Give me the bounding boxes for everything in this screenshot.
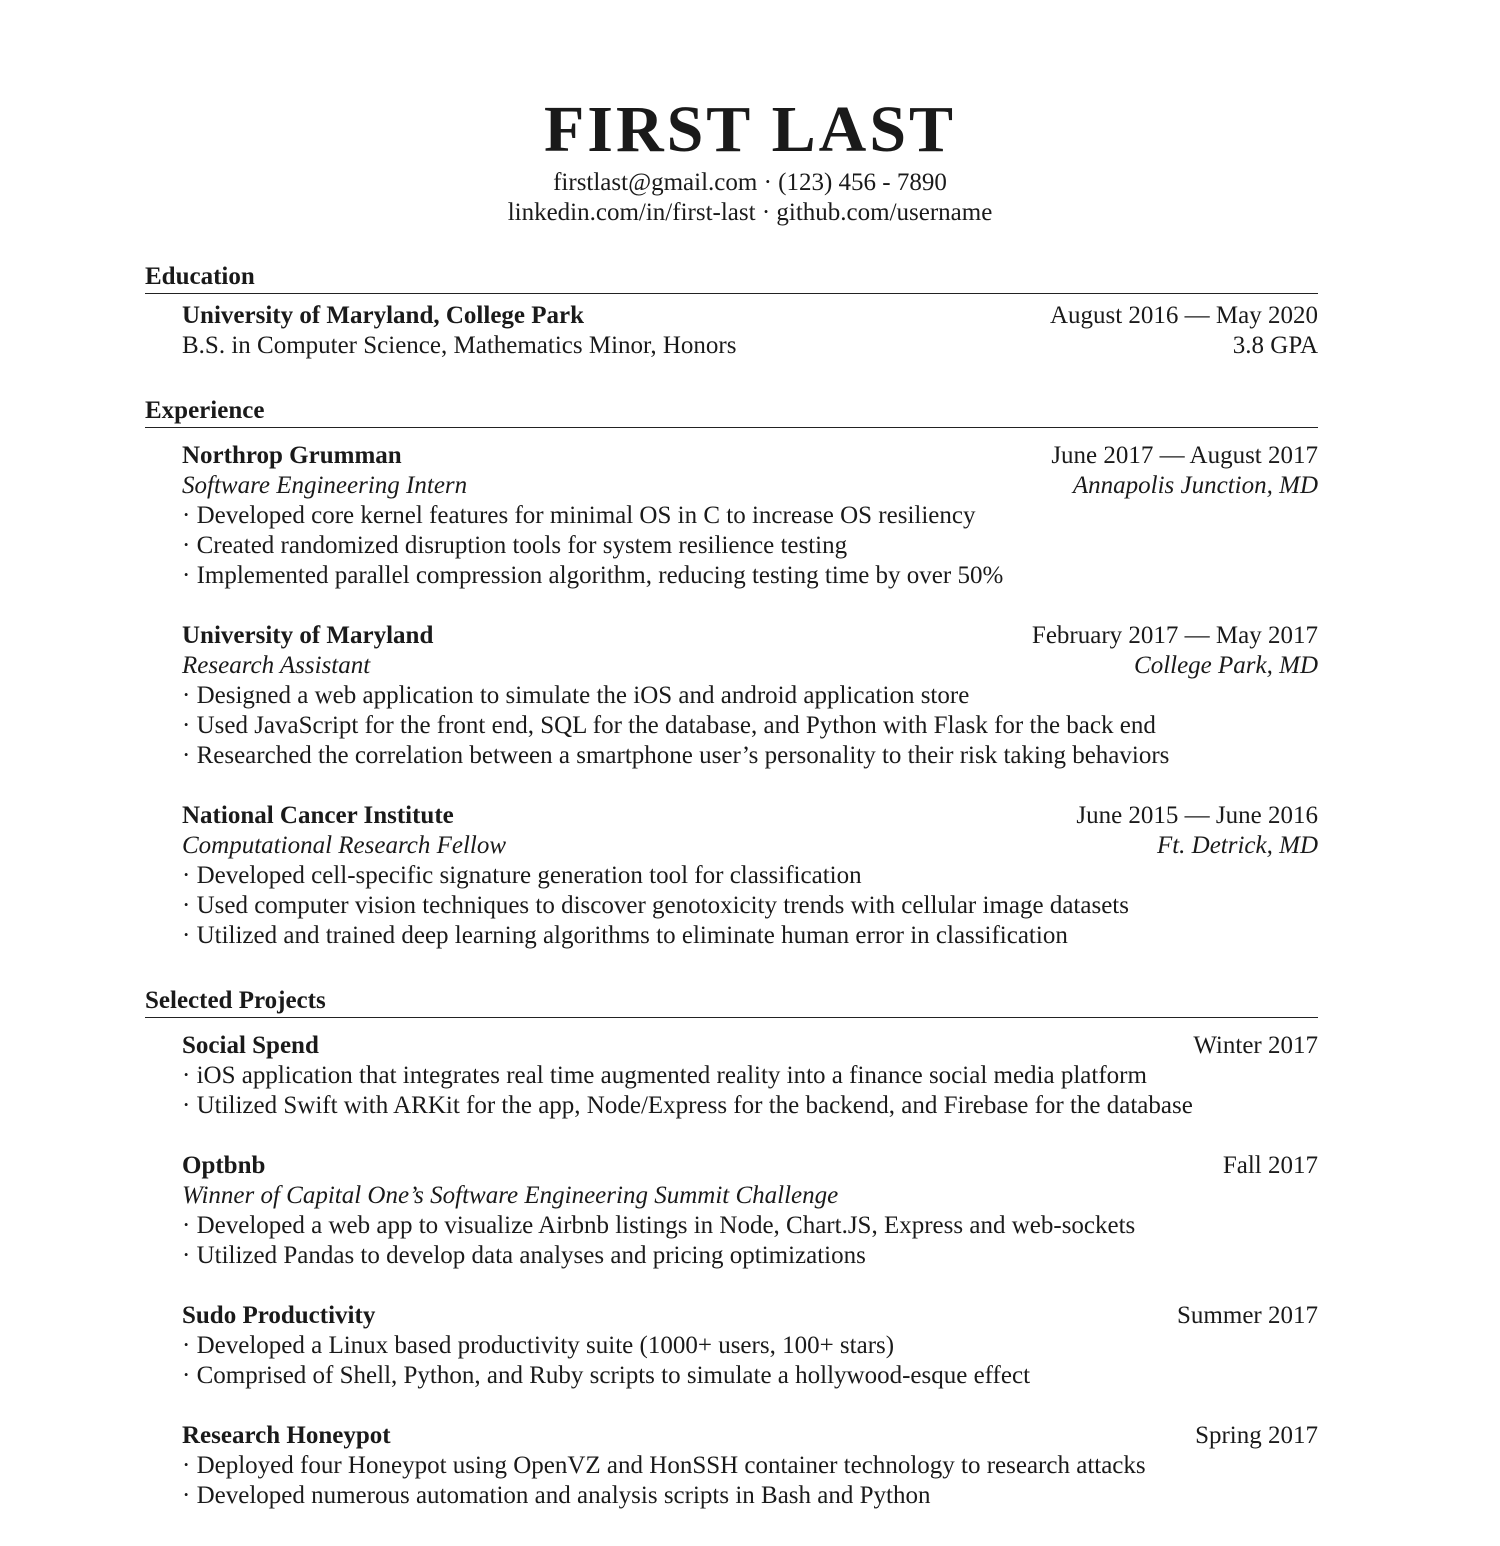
project-date: Summer 2017: [1177, 1302, 1318, 1329]
project-name: Social Spend: [182, 1032, 319, 1059]
project-name: Sudo Productivity: [182, 1302, 376, 1329]
experience-section: [145, 396, 1318, 951]
bullet-point: · Developed a Linux based productivity suite (1000+ users, 100+ stars): [182, 1332, 895, 1359]
degree: B.S. in Computer Science, Mathematics Minor, Honors: [182, 332, 737, 359]
bullet-point: · Researched the correlation between a smartphone user’s personality to their risk taking behaviors: [182, 742, 1170, 769]
dates: August 2016 — May 2020: [1049, 302, 1318, 329]
project-subtitle: Winner of Capital One’s Software Engineering Summit Challenge: [182, 1182, 839, 1209]
project-entry: [182, 1301, 1318, 1391]
section-title: Selected Projects: [145, 986, 1318, 1018]
section-title: Experience: [145, 396, 1318, 428]
bullet-point: · Used JavaScript for the front end, SQL for the database, and Python with Flask for the back end: [182, 712, 1156, 739]
education-entry: [182, 301, 1318, 361]
bullet-point: · Designed a web application to simulate the iOS and android application store: [182, 682, 970, 709]
project-entry: [182, 1151, 1318, 1271]
resume-header: [0, 92, 1500, 228]
experience-entry: [182, 441, 1318, 591]
bullet-point: · Created randomized disruption tools for system resilience testing: [182, 532, 848, 559]
contact-links: linkedin.com/in/first-last · github.com/username: [507, 199, 993, 226]
candidate-name: FIRST LAST: [543, 93, 957, 166]
entry-row: [182, 1151, 1318, 1181]
entry-row: [182, 1301, 1318, 1331]
bullet-point: · Utilized Pandas to develop data analyses and pricing optimizations: [182, 1242, 866, 1269]
bullet-point: · Developed numerous automation and analysis scripts in Bash and Python: [182, 1482, 931, 1509]
bullet-point: · Utilized and trained deep learning algorithms to eliminate human error in classification: [182, 922, 1068, 949]
location: Annapolis Junction, MD: [1072, 472, 1318, 499]
bullet-point: · Used computer vision techniques to discover genotoxicity trends with cellular image datasets: [182, 892, 1129, 919]
location: Ft. Detrick, MD: [1156, 832, 1318, 859]
school-name: University of Maryland, College Park: [182, 302, 585, 329]
entry-row: [182, 1031, 1318, 1061]
experience-entry: [182, 801, 1318, 951]
job-title: Research Assistant: [182, 652, 371, 679]
company-name: Northrop Grumman: [182, 442, 402, 469]
entry-row: [182, 651, 1318, 681]
entry-row: [182, 441, 1318, 471]
job-title: Computational Research Fellow: [182, 832, 507, 859]
project-date: Spring 2017: [1195, 1422, 1318, 1449]
bullet-point: · Deployed four Honeypot using OpenVZ and HonSSH container technology to research attacks: [182, 1452, 1146, 1479]
dates: June 2017 — August 2017: [1051, 442, 1318, 469]
bullet-point: · Comprised of Shell, Python, and Ruby scripts to simulate a hollywood-esque effect: [182, 1362, 1031, 1389]
company-name: University of Maryland: [182, 622, 434, 649]
entry-row: [182, 471, 1318, 501]
dates: June 2015 — June 2016: [1076, 802, 1318, 829]
project-name: Optbnb: [182, 1152, 266, 1179]
project-entry: [182, 1421, 1318, 1511]
experience-entry: [182, 621, 1318, 771]
location: College Park, MD: [1134, 652, 1318, 679]
project-date: Fall 2017: [1222, 1152, 1318, 1179]
entry-row: [182, 801, 1318, 831]
company-name: National Cancer Institute: [182, 802, 454, 829]
bullet-point: · Utilized Swift with ARKit for the app, Node/Express for the backend, and Firebase for the database: [182, 1092, 1193, 1119]
projects-section: [145, 986, 1318, 1511]
entry-row: [182, 831, 1318, 861]
bullet-point: · Developed cell-specific signature generation tool for classification: [182, 862, 862, 889]
bullet-point: · Implemented parallel compression algorithm, reducing testing time by over 50%: [182, 562, 1004, 589]
job-title: Software Engineering Intern: [182, 472, 468, 499]
resume-body: [145, 262, 1318, 1546]
contact-email-phone: firstlast@gmail.com · (123) 456 - 7890: [553, 169, 947, 196]
entry-row: [182, 1421, 1318, 1451]
education-section: [145, 262, 1318, 361]
project-entry: [182, 1031, 1318, 1121]
entry-row: [182, 621, 1318, 651]
section-title: Education: [145, 262, 1318, 294]
gpa: 3.8 GPA: [1232, 332, 1318, 359]
bullet-point: · iOS application that integrates real time augmented reality into a finance social media platform: [182, 1062, 1147, 1089]
project-name: Research Honeypot: [182, 1422, 391, 1449]
bullet-point: · Developed a web app to visualize Airbnb listings in Node, Chart.JS, Express and web-sockets: [182, 1212, 1136, 1239]
project-date: Winter 2017: [1193, 1032, 1318, 1059]
bullet-point: · Developed core kernel features for minimal OS in C to increase OS resiliency: [182, 502, 976, 529]
dates: February 2017 — May 2017: [1031, 622, 1318, 649]
